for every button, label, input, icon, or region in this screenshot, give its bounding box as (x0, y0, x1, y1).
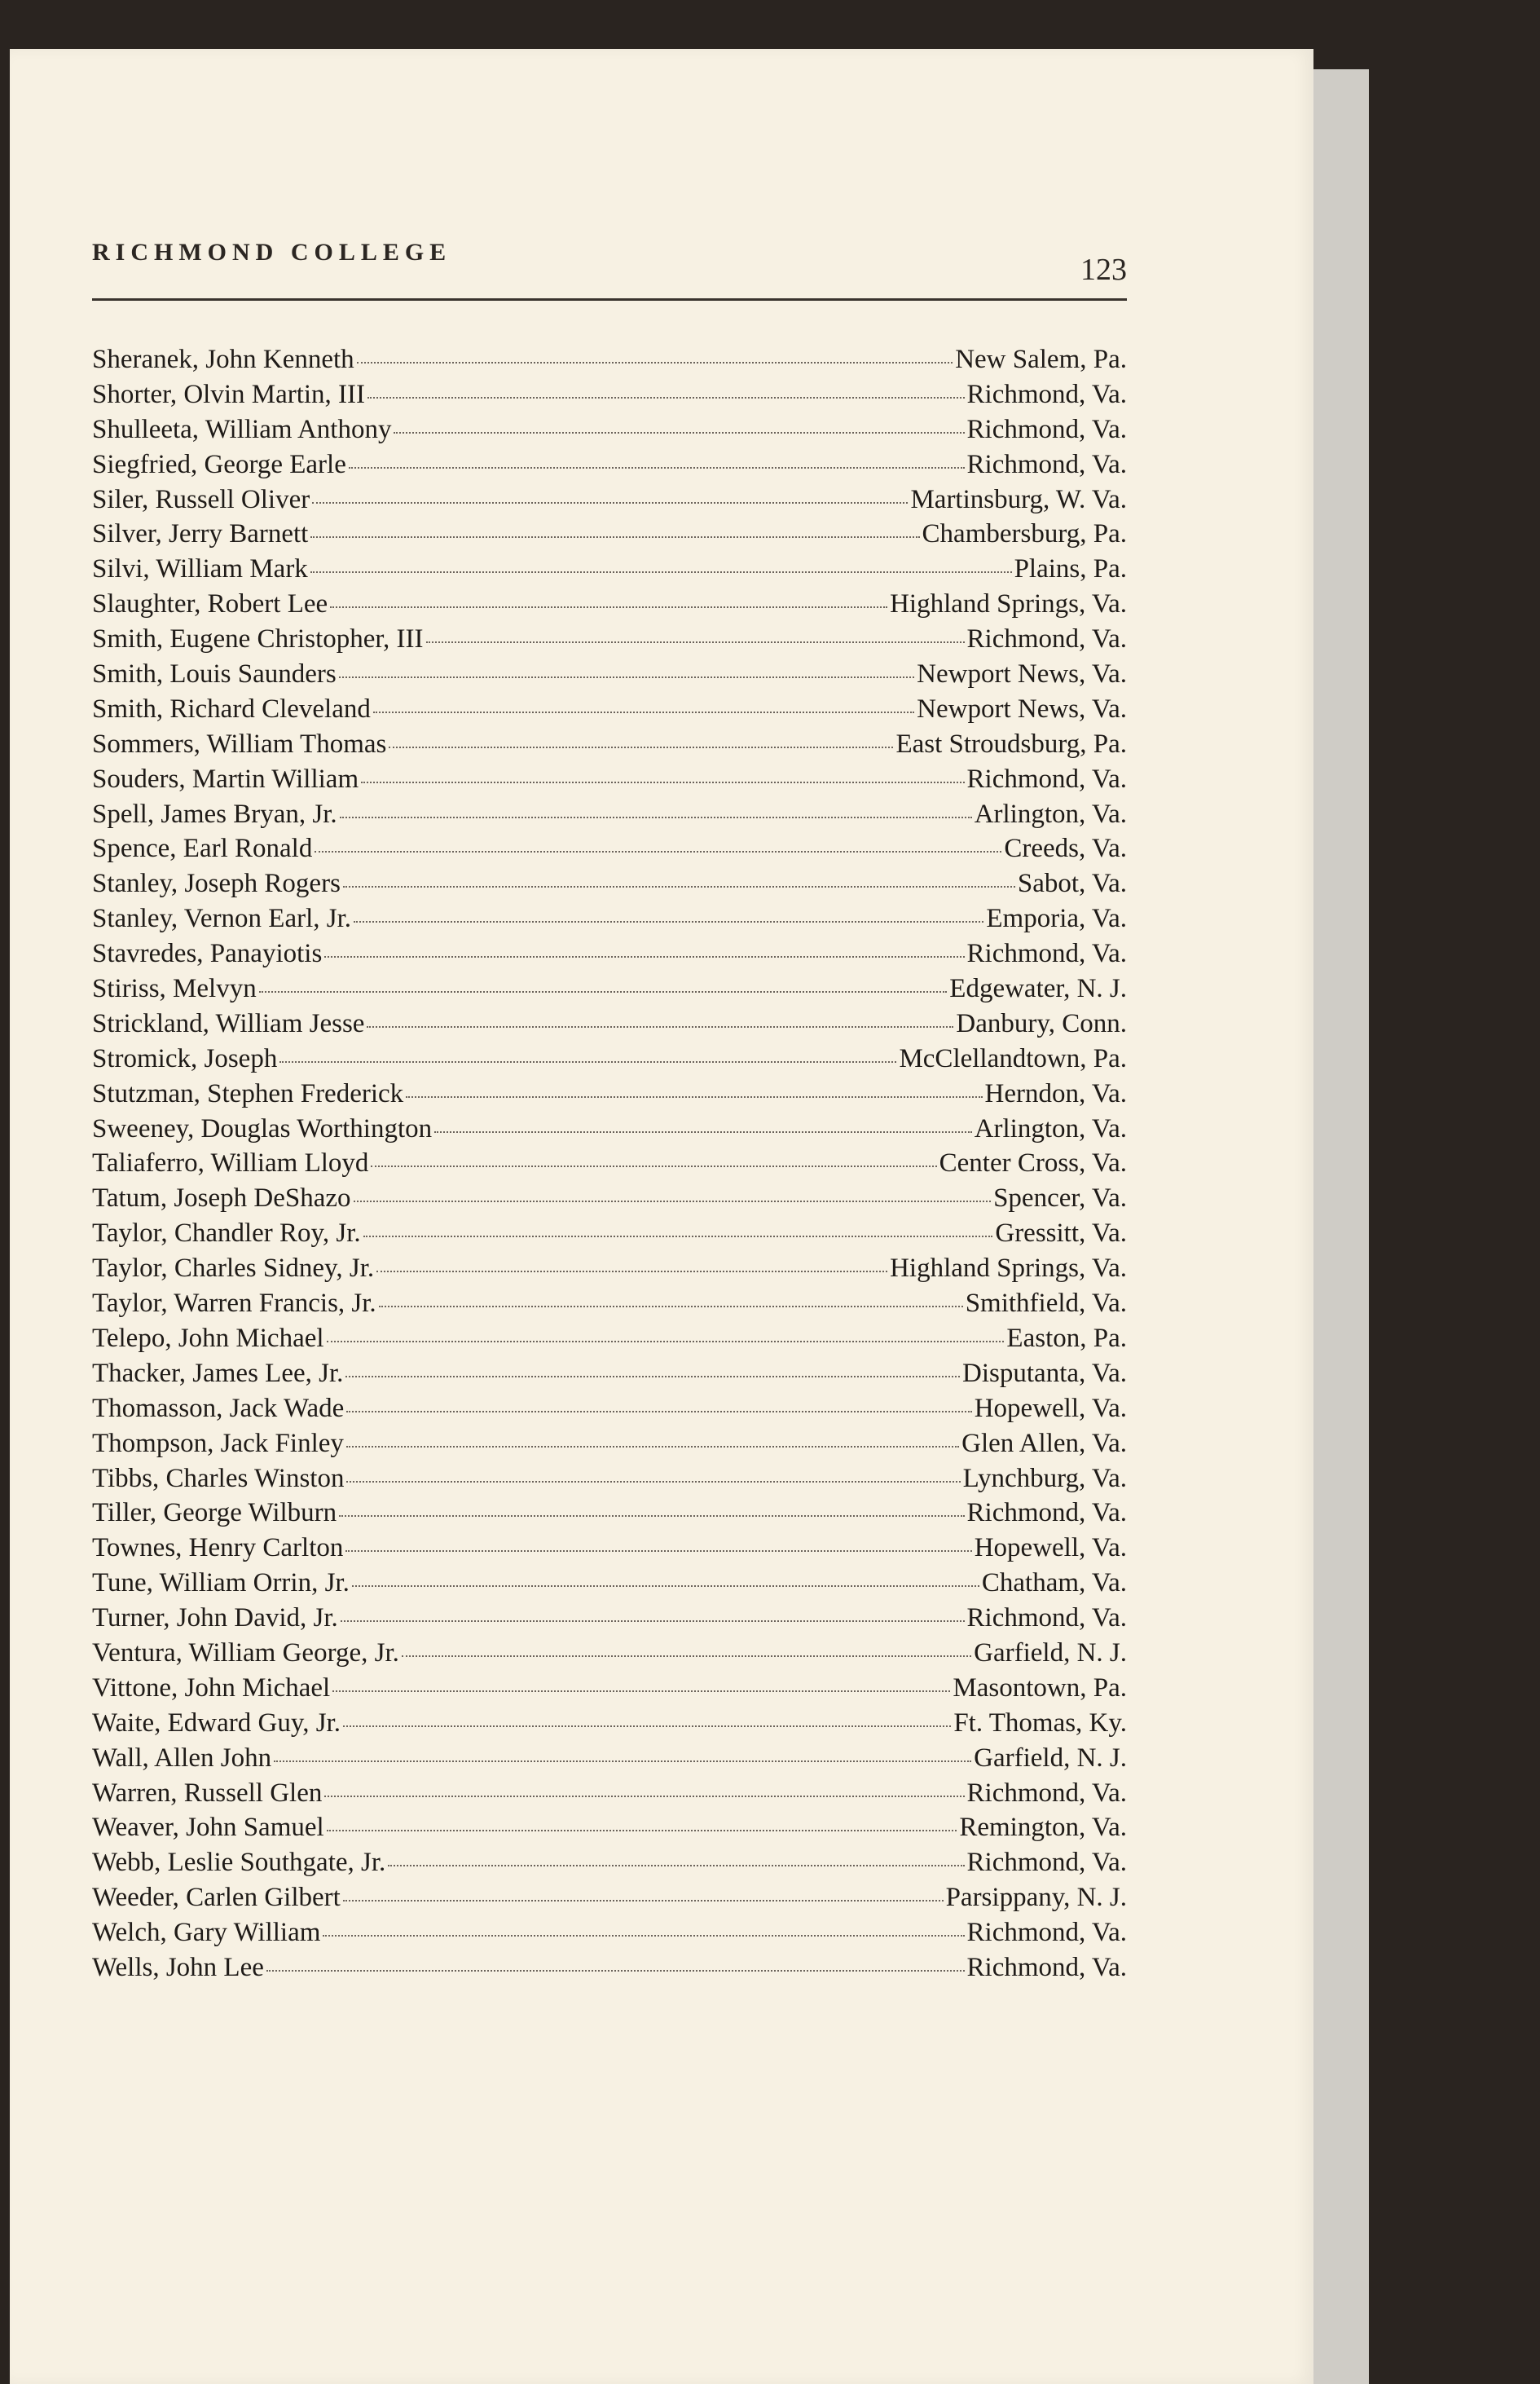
hometown: Danbury, Conn. (956, 1008, 1127, 1038)
dot-leader (402, 1655, 971, 1657)
hometown: Disputanta, Va. (962, 1358, 1127, 1388)
hometown: Newport News, Va. (917, 694, 1127, 724)
hometown: Emporia, Va. (986, 904, 1127, 934)
student-name: Sommers, William Thomas (92, 729, 387, 759)
student-name: Stanley, Vernon Earl, Jr. (92, 904, 352, 934)
hometown: Richmond, Va. (966, 624, 1127, 654)
student-name: Smith, Eugene Christopher, III (92, 624, 424, 654)
dot-leader (354, 921, 983, 923)
dot-leader (354, 1201, 992, 1202)
dot-leader (367, 397, 964, 399)
list-item (92, 1671, 1127, 1706)
dot-leader (363, 1236, 993, 1237)
student-name: Wells, John Lee (92, 1952, 264, 1982)
student-name: Telepo, John Michael (92, 1323, 324, 1353)
dot-leader (341, 1620, 965, 1622)
list-item (92, 1426, 1127, 1461)
student-name: Thomasson, Jack Wade (92, 1393, 345, 1423)
hometown: Spencer, Va. (993, 1183, 1127, 1214)
hometown: McClellandtown, Pa. (899, 1043, 1127, 1073)
dot-leader (340, 817, 972, 818)
hometown: Masontown, Pa. (953, 1672, 1127, 1703)
dot-leader (376, 1271, 887, 1272)
list-item (92, 1741, 1127, 1776)
hometown: Chatham, Va. (981, 1568, 1127, 1598)
dot-leader (345, 1550, 971, 1552)
hometown: Ft. Thomas, Ky. (953, 1708, 1127, 1738)
list-item (92, 1531, 1127, 1566)
page-number: 123 (1080, 253, 1127, 287)
hometown: Highland Springs, Va. (890, 589, 1127, 619)
hometown: Richmond, Va. (966, 1918, 1127, 1948)
list-item (92, 1880, 1127, 1915)
list-item (92, 1810, 1127, 1845)
dot-leader (388, 1865, 964, 1866)
list-item (92, 587, 1127, 622)
student-name: Townes, Henry Carlton (92, 1533, 344, 1563)
student-name: Spence, Earl Ronald (92, 834, 313, 864)
list-item (92, 622, 1127, 657)
dot-leader (373, 712, 914, 713)
student-name: Tatum, Joseph DeShazo (92, 1183, 351, 1214)
hometown: Glen Allen, Va. (961, 1428, 1127, 1458)
hometown: Gressitt, Va. (995, 1218, 1127, 1249)
list-item (92, 1461, 1127, 1496)
student-name: Slaughter, Robert Lee (92, 589, 328, 619)
dot-leader (315, 851, 1001, 853)
dot-leader (346, 1411, 971, 1412)
dot-leader (327, 1341, 1005, 1342)
student-name: Tiller, George Wilburn (92, 1498, 337, 1528)
list-item (92, 797, 1127, 832)
hometown: Richmond, Va. (966, 939, 1127, 969)
student-name: Taliaferro, William Lloyd (92, 1148, 369, 1179)
list-item (92, 657, 1127, 692)
student-name: Sweeney, Douglas Worthington (92, 1113, 433, 1144)
student-name: Smith, Richard Cleveland (92, 694, 371, 724)
hometown: New Salem, Pa. (955, 345, 1127, 374)
dot-leader (339, 676, 914, 678)
student-name: Ventura, William George, Jr. (92, 1637, 399, 1668)
dot-leader (346, 1446, 959, 1448)
dot-leader (310, 536, 919, 538)
dot-leader (330, 606, 887, 608)
dot-leader (343, 1900, 944, 1901)
student-name: Thompson, Jack Finley (92, 1428, 344, 1458)
student-name: Shorter, Olvin Martin, III (92, 379, 366, 409)
dot-leader (357, 362, 953, 364)
student-name: Welch, Gary William (92, 1918, 321, 1948)
list-item (92, 1636, 1127, 1671)
student-name: Stanley, Joseph Rogers (92, 869, 341, 899)
student-name: Tibbs, Charles Winston (92, 1463, 345, 1493)
list-item (92, 1007, 1127, 1042)
dot-leader (367, 1026, 953, 1028)
hometown: Hopewell, Va. (974, 1533, 1127, 1563)
student-name: Souders, Martin William (92, 764, 359, 794)
list-item (92, 412, 1127, 447)
list-item (92, 1706, 1127, 1741)
dot-leader (323, 1935, 964, 1937)
dot-leader (332, 1690, 950, 1692)
dot-leader (343, 886, 1015, 888)
student-name: Strickland, William Jesse (92, 1008, 365, 1038)
dot-leader (324, 1796, 964, 1797)
hometown: Richmond, Va. (966, 764, 1127, 794)
hometown: Arlington, Va. (974, 1113, 1127, 1144)
student-name: Thacker, James Lee, Jr. (92, 1358, 344, 1388)
list-item (92, 377, 1127, 412)
student-name: Weeder, Carlen Gilbert (92, 1883, 341, 1913)
dot-leader (339, 1515, 964, 1517)
hometown: Herndon, Va. (984, 1078, 1127, 1108)
dot-leader (274, 1760, 971, 1762)
student-name: Taylor, Charles Sidney, Jr. (92, 1254, 375, 1284)
list-item (92, 447, 1127, 483)
dot-leader (259, 991, 948, 993)
list-item (92, 1950, 1127, 1985)
list-item (92, 1356, 1127, 1391)
student-name: Siler, Russell Oliver (92, 484, 310, 514)
student-name: Webb, Leslie Southgate, Jr. (92, 1848, 386, 1878)
student-name: Wall, Allen John (92, 1743, 272, 1773)
student-name: Taylor, Chandler Roy, Jr. (92, 1218, 361, 1249)
student-name: Stiriss, Melvyn (92, 974, 257, 1004)
dot-leader (371, 1166, 936, 1167)
page-header (92, 198, 1127, 302)
list-item (92, 901, 1127, 936)
student-directory-list (92, 342, 1127, 2054)
list-item (92, 1915, 1127, 1950)
list-item (92, 831, 1127, 866)
student-name: Silver, Jerry Barnett (92, 519, 309, 549)
hometown: Lynchburg, Va. (962, 1463, 1127, 1493)
running-head: RICHMOND COLLEGE (92, 239, 452, 266)
student-name: Siegfried, George Earle (92, 449, 346, 479)
list-item (92, 1042, 1127, 1077)
student-name: Sheranek, John Kenneth (92, 345, 354, 374)
list-item (92, 972, 1127, 1007)
list-item (92, 1496, 1127, 1531)
header-rule (92, 298, 1127, 301)
list-item (92, 517, 1127, 552)
list-item (92, 1321, 1127, 1356)
dot-leader (312, 502, 908, 504)
list-item (92, 727, 1127, 762)
dot-leader (426, 641, 965, 643)
list-item (92, 552, 1127, 587)
student-name: Stromick, Joseph (92, 1043, 278, 1073)
student-name: Silvi, William Mark (92, 554, 308, 584)
hometown: Edgewater, N. J. (949, 974, 1127, 1004)
dot-leader (310, 571, 1012, 573)
student-name: Smith, Louis Saunders (92, 659, 337, 690)
list-item (92, 866, 1127, 901)
dot-leader (379, 1306, 963, 1307)
student-name: Taylor, Warren Francis, Jr. (92, 1289, 376, 1319)
hometown: East Stroudsburg, Pa. (895, 729, 1127, 759)
list-item (92, 342, 1127, 377)
list-item (92, 1112, 1127, 1147)
list-item (92, 483, 1127, 518)
dot-leader (389, 747, 893, 748)
hometown: Center Cross, Va. (939, 1148, 1127, 1179)
student-name: Stutzman, Stephen Frederick (92, 1078, 404, 1108)
list-item (92, 1391, 1127, 1426)
dot-leader (361, 782, 964, 783)
list-item (92, 1146, 1127, 1181)
hometown: Parsippany, N. J. (945, 1883, 1127, 1913)
hometown: Arlington, Va. (974, 799, 1127, 829)
hometown: Easton, Pa. (1006, 1323, 1127, 1353)
student-name: Tune, William Orrin, Jr. (92, 1568, 350, 1598)
hometown: Richmond, Va. (966, 1603, 1127, 1633)
hometown: Richmond, Va. (966, 414, 1127, 444)
dot-leader (324, 956, 964, 958)
hometown: Richmond, Va. (966, 1778, 1127, 1808)
list-item (92, 1776, 1127, 1811)
hometown: Richmond, Va. (966, 449, 1127, 479)
hometown: Newport News, Va. (917, 659, 1127, 690)
hometown: Richmond, Va. (966, 1952, 1127, 1982)
list-item (92, 936, 1127, 972)
hometown: Garfield, N. J. (974, 1637, 1127, 1668)
student-name: Weaver, John Samuel (92, 1813, 324, 1843)
student-name: Waite, Edward Guy, Jr. (92, 1708, 341, 1738)
dot-leader (352, 1585, 979, 1587)
dot-leader (345, 1376, 960, 1377)
student-name: Shulleeta, William Anthony (92, 414, 392, 444)
dot-leader (434, 1131, 972, 1133)
list-item (92, 1077, 1127, 1112)
hometown: Richmond, Va. (966, 1848, 1127, 1878)
dot-leader (349, 467, 965, 469)
list-item (92, 1181, 1127, 1216)
hometown: Creeds, Va. (1004, 834, 1127, 864)
hometown: Plains, Pa. (1014, 554, 1127, 584)
dot-leader (327, 1830, 957, 1831)
student-name: Stavredes, Panayiotis (92, 939, 323, 969)
dot-leader (343, 1725, 951, 1727)
hometown: Highland Springs, Va. (890, 1254, 1127, 1284)
dot-leader (346, 1481, 960, 1483)
hometown: Hopewell, Va. (974, 1393, 1127, 1423)
student-name: Turner, John David, Jr. (92, 1603, 338, 1633)
student-name: Warren, Russell Glen (92, 1778, 323, 1808)
hometown: Smithfield, Va. (965, 1289, 1127, 1319)
hometown: Chambersburg, Pa. (922, 519, 1127, 549)
dot-leader (266, 1970, 965, 1972)
hometown: Remington, Va. (959, 1813, 1127, 1843)
hometown: Richmond, Va. (966, 379, 1127, 409)
dot-leader (279, 1061, 896, 1063)
list-item (92, 1845, 1127, 1880)
list-item (92, 1601, 1127, 1636)
dot-leader (394, 432, 964, 434)
hometown: Sabot, Va. (1017, 869, 1127, 899)
dot-leader (406, 1096, 982, 1098)
list-item (92, 1251, 1127, 1286)
student-name: Vittone, John Michael (92, 1672, 331, 1703)
hometown: Martinsburg, W. Va. (910, 484, 1127, 514)
list-item (92, 1566, 1127, 1601)
list-item (92, 1216, 1127, 1251)
list-item (92, 762, 1127, 797)
hometown: Garfield, N. J. (974, 1743, 1127, 1773)
list-item (92, 692, 1127, 727)
list-item (92, 1286, 1127, 1321)
hometown: Richmond, Va. (966, 1498, 1127, 1528)
student-name: Spell, James Bryan, Jr. (92, 799, 337, 829)
